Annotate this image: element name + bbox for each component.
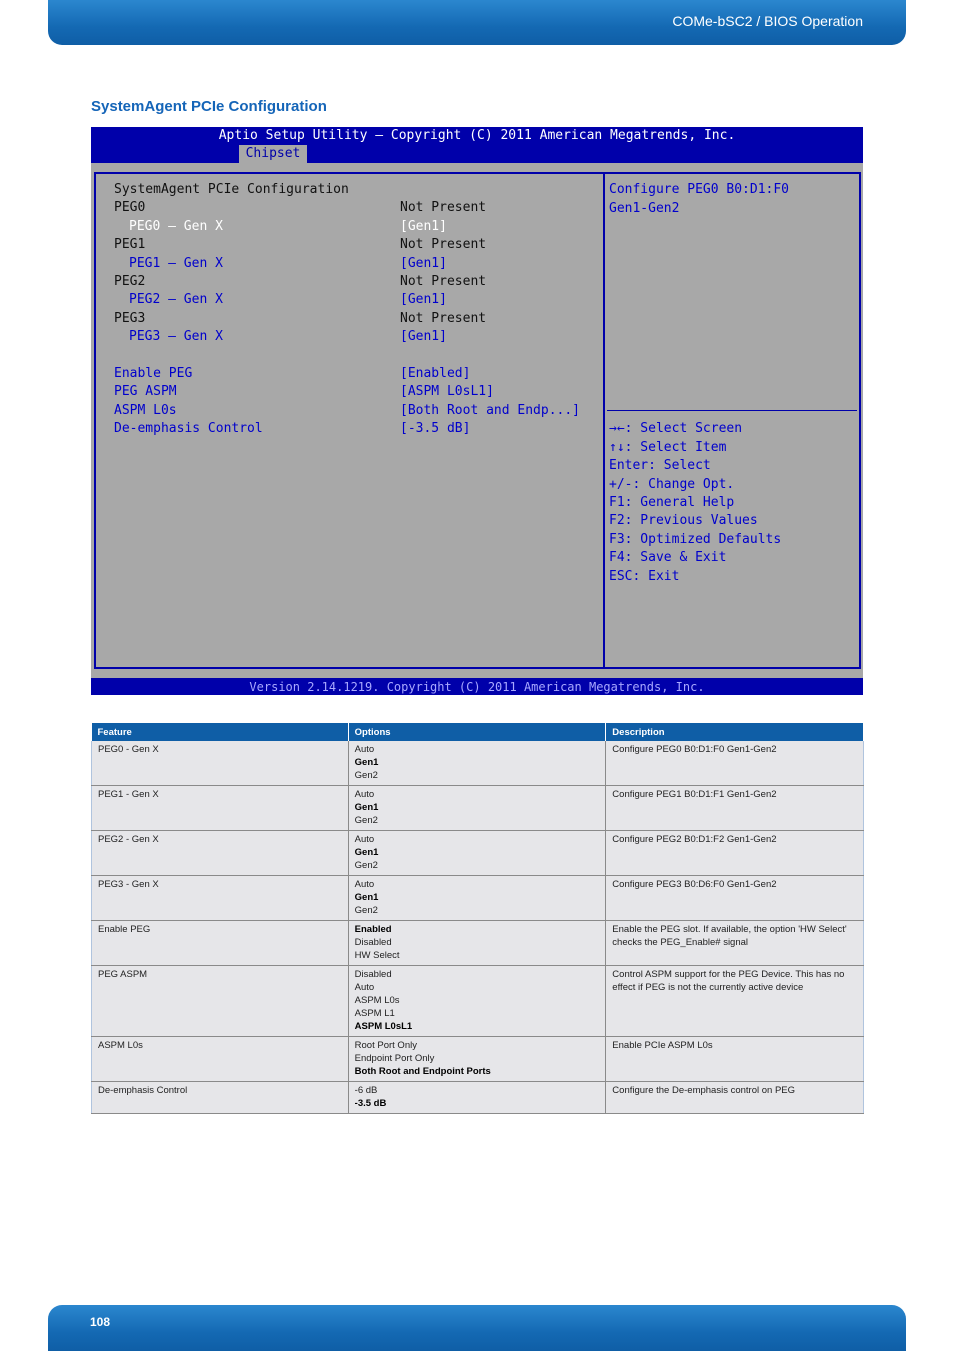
feature-cell: Enable PEG — [92, 921, 349, 966]
deemphasis-label[interactable]: De-emphasis Control — [114, 421, 263, 436]
peg2-genx-value[interactable]: [Gen1] — [400, 292, 447, 307]
peg3-genx-value[interactable]: [Gen1] — [400, 329, 447, 344]
key-help-f3: F3: Optimized Defaults — [609, 532, 782, 547]
aspm-l0s-label[interactable]: ASPM L0s — [114, 403, 177, 418]
option: Gen2 — [354, 770, 378, 781]
description-cell: Configure the De-emphasis control on PEG — [606, 1082, 864, 1114]
key-help-select-item: ↑↓: Select Item — [609, 440, 727, 455]
key-help-change-opt: +/-: Change Opt. — [609, 477, 735, 492]
default-option: -3.5 dB — [354, 1098, 387, 1109]
options-cell — [348, 831, 606, 876]
header-feature: Feature — [92, 723, 349, 741]
key-help-select-screen: →←: Select Screen — [609, 421, 743, 436]
option: Auto — [354, 834, 375, 845]
peg3-label: PEG3 — [114, 311, 146, 326]
key-help-enter: Enter: Select — [609, 458, 711, 473]
peg1-genx-label[interactable]: PEG1 – Gen X — [129, 256, 223, 271]
header-description: Description — [606, 723, 864, 741]
peg1-status: Not Present — [400, 237, 487, 252]
description-cell: Enable PCIe ASPM L0s — [606, 1037, 864, 1082]
table-row — [92, 1037, 864, 1082]
bios-version-footer: Version 2.14.1219. Copyright (C) 2011 American Megatrends, Inc. — [249, 680, 705, 694]
peg0-status: Not Present — [400, 200, 487, 215]
peg0-genx-label[interactable]: PEG0 – Gen X — [129, 219, 223, 234]
default-option: Gen1 — [354, 757, 379, 768]
peg2-genx-label[interactable]: PEG2 – Gen X — [129, 292, 223, 307]
option: Endpoint Port Only — [354, 1053, 435, 1064]
feature-cell: PEG2 - Gen X — [92, 831, 349, 876]
default-option: Gen1 — [354, 892, 379, 903]
key-help-f2: F2: Previous Values — [609, 513, 758, 528]
description-cell: Control ASPM support for the PEG Device. This has no effect if PEG is not the currently active device — [606, 966, 864, 1037]
header-options: Options — [348, 723, 606, 741]
bios-title: Aptio Setup Utility – Copyright (C) 2011 American Megatrends, Inc. — [218, 128, 736, 143]
page-footer-bar — [48, 1305, 906, 1351]
description-cell: Configure PEG3 B0:D6:F0 Gen1-Gen2 — [606, 876, 864, 921]
option: Gen2 — [354, 905, 378, 916]
feature-cell: PEG1 - Gen X — [92, 786, 349, 831]
enable-peg-value[interactable]: [Enabled] — [400, 366, 471, 381]
page-header-bar — [48, 0, 906, 45]
feature-cell: PEG0 - Gen X — [92, 741, 349, 786]
page-number: 108 — [90, 1315, 111, 1329]
options-cell — [348, 921, 606, 966]
peg2-status: Not Present — [400, 274, 487, 289]
peg3-status: Not Present — [400, 311, 487, 326]
option: Auto — [354, 982, 375, 993]
feature-table — [91, 723, 864, 1114]
description-cell: Configure PEG2 B0:D1:F2 Gen1-Gen2 — [606, 831, 864, 876]
table-header-row — [92, 723, 864, 741]
deemphasis-value[interactable]: [-3.5 dB] — [400, 421, 471, 436]
table-row — [92, 966, 864, 1037]
default-option: Both Root and Endpoint Ports — [354, 1066, 491, 1077]
table-row — [92, 741, 864, 786]
default-option: ASPM L0sL1 — [354, 1021, 413, 1032]
options-cell — [348, 966, 606, 1037]
table-row — [92, 876, 864, 921]
key-help-f4: F4: Save & Exit — [609, 550, 727, 565]
description-cell: Configure PEG1 B0:D1:F1 Gen1-Gen2 — [606, 786, 864, 831]
document-title: COMe-bSC2 / BIOS Operation — [672, 13, 863, 29]
enable-peg-label[interactable]: Enable PEG — [114, 366, 193, 381]
peg1-label: PEG1 — [114, 237, 146, 252]
peg1-genx-value[interactable]: [Gen1] — [400, 256, 447, 271]
feature-cell: PEG ASPM — [92, 966, 349, 1037]
key-help-esc: ESC: Exit — [609, 569, 680, 584]
table-row — [92, 921, 864, 966]
table-row — [92, 786, 864, 831]
option: ASPM L1 — [354, 1008, 395, 1019]
option: Disabled — [354, 937, 392, 948]
feature-cell: ASPM L0s — [92, 1037, 349, 1082]
default-option: Gen1 — [354, 802, 379, 813]
peg-aspm-value[interactable]: [ASPM L0sL1] — [400, 384, 494, 399]
aspm-l0s-value[interactable]: [Both Root and Endp...] — [400, 403, 581, 418]
key-help-f1: F1: General Help — [609, 495, 735, 510]
option: HW Select — [354, 950, 400, 961]
option: Gen2 — [354, 860, 378, 871]
options-cell — [348, 1037, 606, 1082]
peg-aspm-label[interactable]: PEG ASPM — [114, 384, 177, 399]
peg0-genx-value[interactable]: [Gen1] — [400, 219, 447, 234]
tab-chipset[interactable]: Chipset — [239, 145, 307, 163]
option: Root Port Only — [354, 1040, 417, 1051]
option: ASPM L0s — [354, 995, 400, 1006]
help-text-line: Configure PEG0 B0:D1:F0 — [609, 182, 790, 197]
option: Disabled — [354, 969, 392, 980]
description-cell: Configure PEG0 B0:D1:F0 Gen1-Gen2 — [606, 741, 864, 786]
option: -6 dB — [354, 1085, 378, 1096]
table-body — [92, 741, 864, 1114]
bios-tab-strip — [91, 145, 863, 163]
feature-cell: De-emphasis Control — [92, 1082, 349, 1114]
peg3-genx-label[interactable]: PEG3 – Gen X — [129, 329, 223, 344]
options-cell — [348, 786, 606, 831]
table-row — [92, 831, 864, 876]
bios-setup-screen — [91, 127, 863, 695]
help-separator — [607, 410, 857, 411]
options-cell — [348, 741, 606, 786]
option: Gen2 — [354, 815, 378, 826]
table-row — [92, 1082, 864, 1114]
setting-heading: SystemAgent PCIe Configuration — [114, 182, 349, 197]
section-title: SystemAgent PCIe Configuration — [91, 98, 327, 115]
options-cell — [348, 876, 606, 921]
feature-cell: PEG3 - Gen X — [92, 876, 349, 921]
option: Auto — [354, 744, 375, 755]
peg0-label: PEG0 — [114, 200, 146, 215]
default-option: Enabled — [354, 924, 392, 935]
description-cell: Enable the PEG slot. If available, the option 'HW Select' checks the PEG_Enable# signal — [606, 921, 864, 966]
bios-main-panel — [91, 163, 863, 678]
default-option: Gen1 — [354, 847, 379, 858]
help-text-line: Gen1-Gen2 — [609, 201, 680, 216]
peg2-label: PEG2 — [114, 274, 146, 289]
options-cell — [348, 1082, 606, 1114]
option: Auto — [354, 789, 375, 800]
option: Auto — [354, 879, 375, 890]
